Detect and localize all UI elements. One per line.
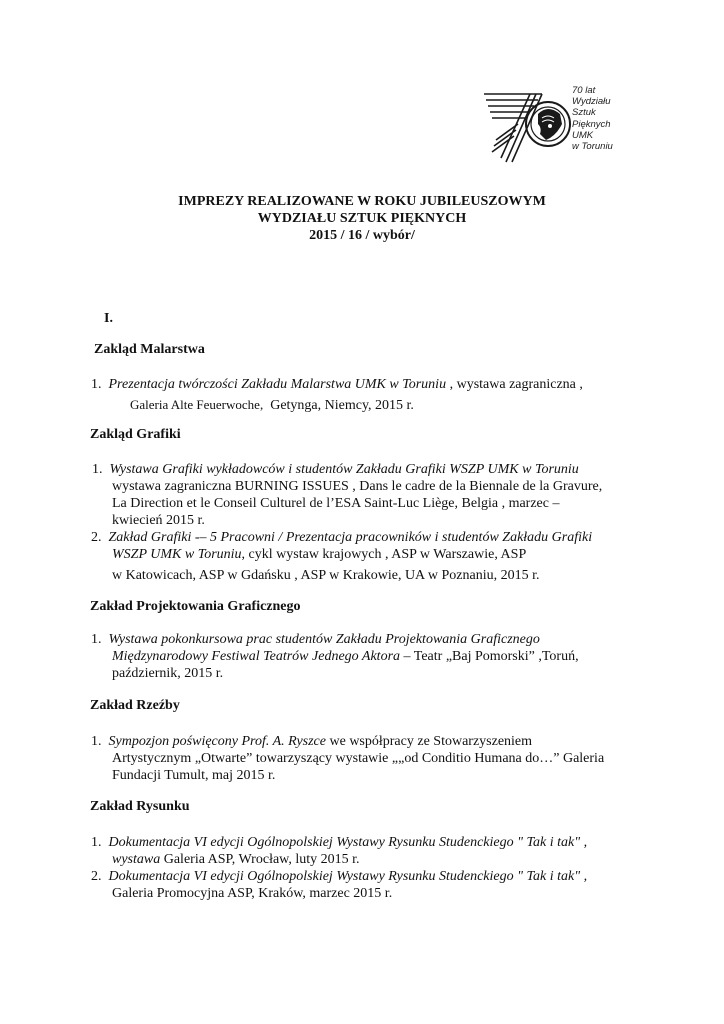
title-line-1: IMPREZY REALIZOWANE W ROKU JUBILEUSZOWYM — [178, 194, 546, 209]
item-text: , wystawa zagraniczna , — [446, 377, 583, 392]
heading-malarstwo: Zakląd Malarstwa — [94, 342, 205, 357]
item-continuation — [130, 396, 414, 414]
logo-line: UMK — [572, 129, 594, 141]
item-text: Getynga, Niemcy, 2015 r. — [270, 398, 414, 413]
item-title: Dokumentacja VI edycji Ogólnopolskiej Wystawy Rysunku Studenckiego " Tak i tak" , — [108, 869, 588, 884]
title-line-3: 2015 / 16 / wybór/ — [309, 228, 415, 243]
item-number: 1. — [92, 462, 103, 477]
logo-line: w Toruniu — [572, 141, 613, 153]
logo-line: Pięknych — [572, 118, 611, 130]
item-number: 2. — [91, 530, 102, 545]
faculty-logo-emblem — [482, 84, 574, 164]
heading-projektowanie: Zakład Projektowania Graficznego — [90, 599, 301, 614]
item-title: WSZP UMK w Toruniu — [112, 547, 242, 562]
list-item — [91, 834, 587, 851]
item-continuation: kwiecień 2015 r. — [112, 513, 205, 528]
item-text: , cykl wystaw krajowych , ASP w Warszawie, ASP — [241, 547, 527, 562]
item-continuation: Artystycznym „Otwarte” towarzyszący wystawie „„od Conditio Humana do…” Galeria — [112, 751, 605, 766]
item-title: Międzynarodowy Festiwal Teatrów Jednego Aktora — [112, 649, 401, 664]
logo-caption — [572, 85, 613, 152]
heading-rysunek: Zakład Rysunku — [90, 799, 190, 814]
item-title: Sympozjon poświęcony Prof. A. Ryszce — [108, 734, 326, 749]
item-title: Wystawa Grafiki wykładowców i studentów Zakładu Grafiki WSZP UMK w Toruniu — [109, 462, 579, 477]
item-continuation — [112, 851, 360, 868]
item-title: Prezentacja twórczości Zakładu Malarstwa UMK w Toruniu — [108, 377, 447, 392]
list-item — [91, 631, 540, 648]
list-item — [91, 868, 587, 885]
logo-line: Wydziału — [572, 96, 611, 108]
item-continuation: Galeria Promocyjna ASP, Kraków, marzec 2015 r. — [112, 886, 393, 901]
item-number: 1. — [91, 734, 102, 749]
item-text: Galeria ASP, Wrocław, luty 2015 r. — [160, 852, 360, 867]
item-continuation: w Katowicach, ASP w Gdańsku , ASP w Krakowie, UA w Poznaniu, 2015 r. — [112, 568, 540, 583]
item-continuation: październik, 2015 r. — [112, 666, 224, 681]
item-number: 1. — [91, 835, 102, 850]
item-title: wystawa — [112, 852, 161, 867]
item-number: 1. — [91, 632, 102, 647]
title-line-2: WYDZIAŁU SZTUK PIĘKNYCH — [257, 211, 467, 226]
item-continuation: Fundacji Tumult, maj 2015 r. — [112, 768, 276, 783]
section-number: I. — [104, 311, 113, 326]
item-text: we współpracy ze Stowarzyszeniem — [326, 734, 533, 749]
heading-grafika: Zakląd Grafiki — [90, 427, 181, 442]
list-item — [92, 461, 579, 478]
logo-line: Sztuk — [572, 107, 596, 119]
item-continuation: wystawa zagraniczna BURNING ISSUES , Dans le cadre de la Biennale de la Gravure, — [112, 479, 603, 494]
list-item — [91, 376, 583, 393]
item-title: Dokumentacja VI edycji Ogólnopolskiej Wystawy Rysunku Studenckiego " Tak i tak" , — [108, 835, 588, 850]
list-item — [91, 733, 532, 750]
item-title: Zakład Grafiki -– 5 Pracowni / Prezentacja pracowników i studentów Zakładu Grafiki — [108, 530, 593, 545]
item-continuation: La Direction et le Conseil Culturel de l’ESA Saint-Luc Liège, Belgia , marzec – — [112, 496, 560, 511]
item-continuation — [112, 546, 526, 563]
document-title — [0, 193, 724, 244]
item-text: – Teatr „Baj Pomorski” ,Toruń, — [400, 649, 579, 664]
heading-rzezba: Zakład Rzeźby — [90, 698, 180, 713]
item-number: 2. — [91, 869, 102, 884]
list-item — [91, 529, 592, 546]
item-number: 1. — [91, 377, 102, 392]
item-title: Wystawa pokonkursowa prac studentów Zakładu Projektowania Graficznego — [108, 632, 540, 647]
item-text: Galeria Alte Feuerwoche, — [130, 397, 264, 412]
logo-line: 70 lat — [572, 85, 596, 96]
item-continuation — [112, 648, 579, 665]
